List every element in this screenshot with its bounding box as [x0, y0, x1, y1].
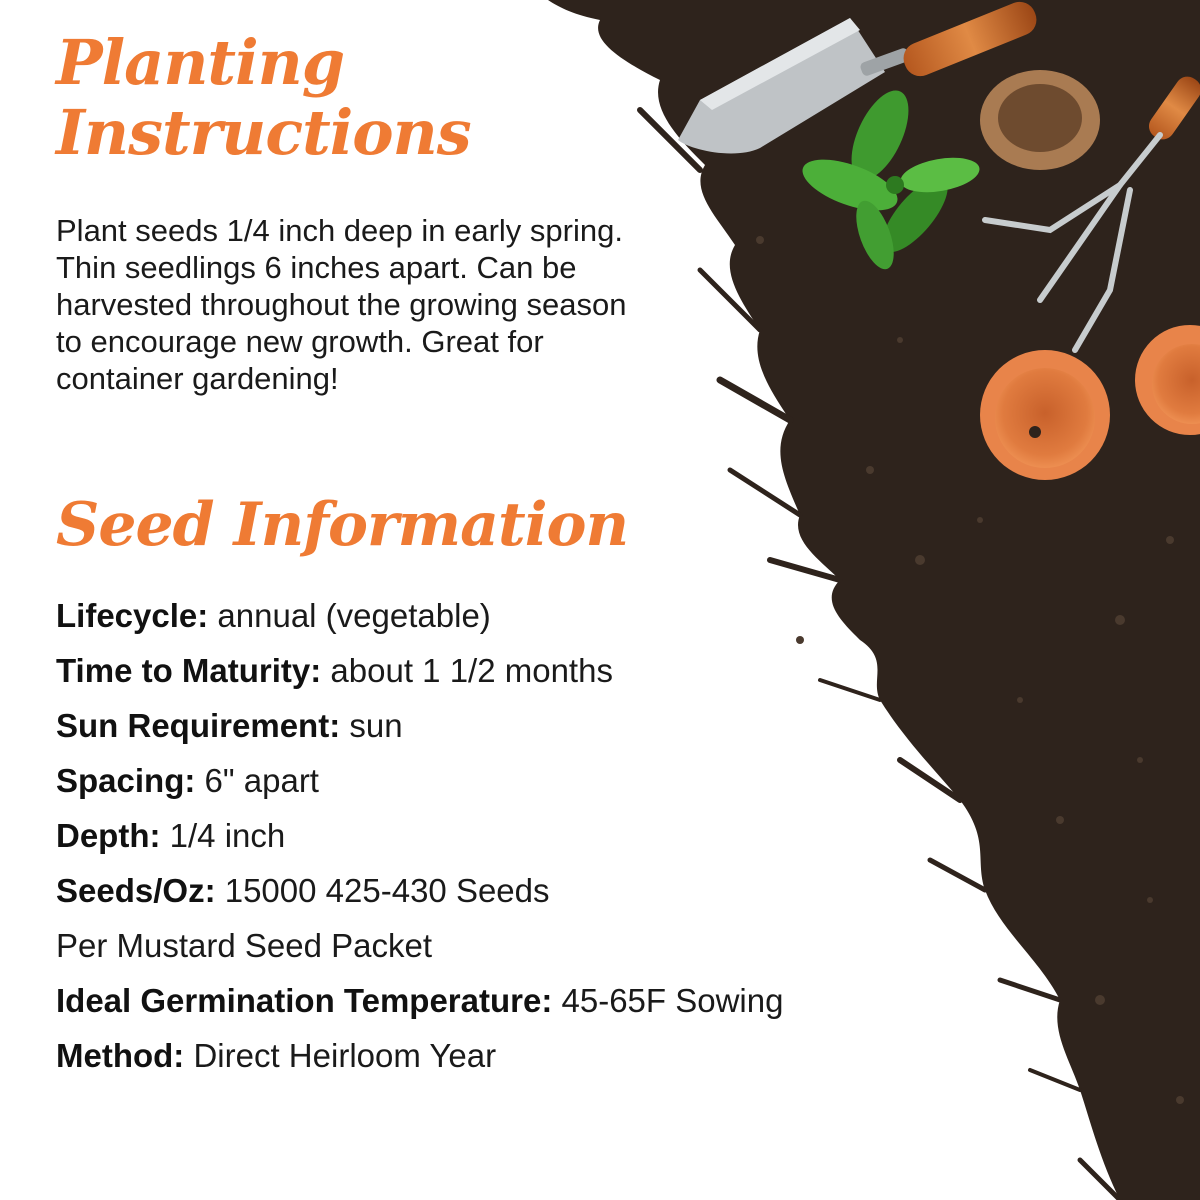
seed-info-value: about 1 1/2 months	[321, 652, 613, 689]
seed-information-heading: Seed Information	[56, 490, 629, 560]
seed-info-row	[56, 973, 936, 1028]
seed-info-value: 1/4 inch	[160, 817, 286, 854]
seed-info-label: Spacing:	[56, 762, 196, 799]
planting-instructions-heading	[56, 28, 471, 168]
seed-info-label: Ideal Germination Temperature:	[56, 982, 553, 1019]
seed-info-row	[56, 698, 936, 753]
seed-info-row	[56, 643, 936, 698]
seed-info-row	[56, 753, 936, 808]
seed-info-value: sun	[340, 707, 403, 744]
seed-info-value: Per Mustard Seed Packet	[56, 927, 433, 964]
seed-info-row	[56, 808, 936, 863]
seed-info-row	[56, 1028, 936, 1083]
seed-info-label: Depth:	[56, 817, 161, 854]
seed-info-value: 6" apart	[195, 762, 319, 799]
seed-info-label: Seeds/Oz:	[56, 872, 216, 909]
seed-info-row	[56, 588, 936, 643]
seed-info-value: Direct Heirloom Year	[184, 1037, 497, 1074]
seed-info-value: 45-65F Sowing	[552, 982, 784, 1019]
seed-info-label: Lifecycle:	[56, 597, 209, 634]
planting-instructions-text: Plant seeds 1/4 inch deep in early spring. Thin seedlings 6 inches apart. Can be harvested throughout the growing season to encourage new growth. Great for container gardening!	[56, 213, 627, 396]
heading-line-2: Instructions	[56, 96, 471, 169]
seed-info-row	[56, 918, 936, 973]
seed-information-list	[56, 588, 936, 1083]
seed-info-row	[56, 863, 936, 918]
seed-info-value: 15000 425-430 Seeds	[215, 872, 550, 909]
heading-line-1: Planting	[56, 26, 345, 99]
seed-info-value: annual (vegetable)	[208, 597, 491, 634]
seed-info-label: Sun Requirement:	[56, 707, 341, 744]
seed-info-label: Time to Maturity:	[56, 652, 322, 689]
seed-info-label: Method:	[56, 1037, 185, 1074]
